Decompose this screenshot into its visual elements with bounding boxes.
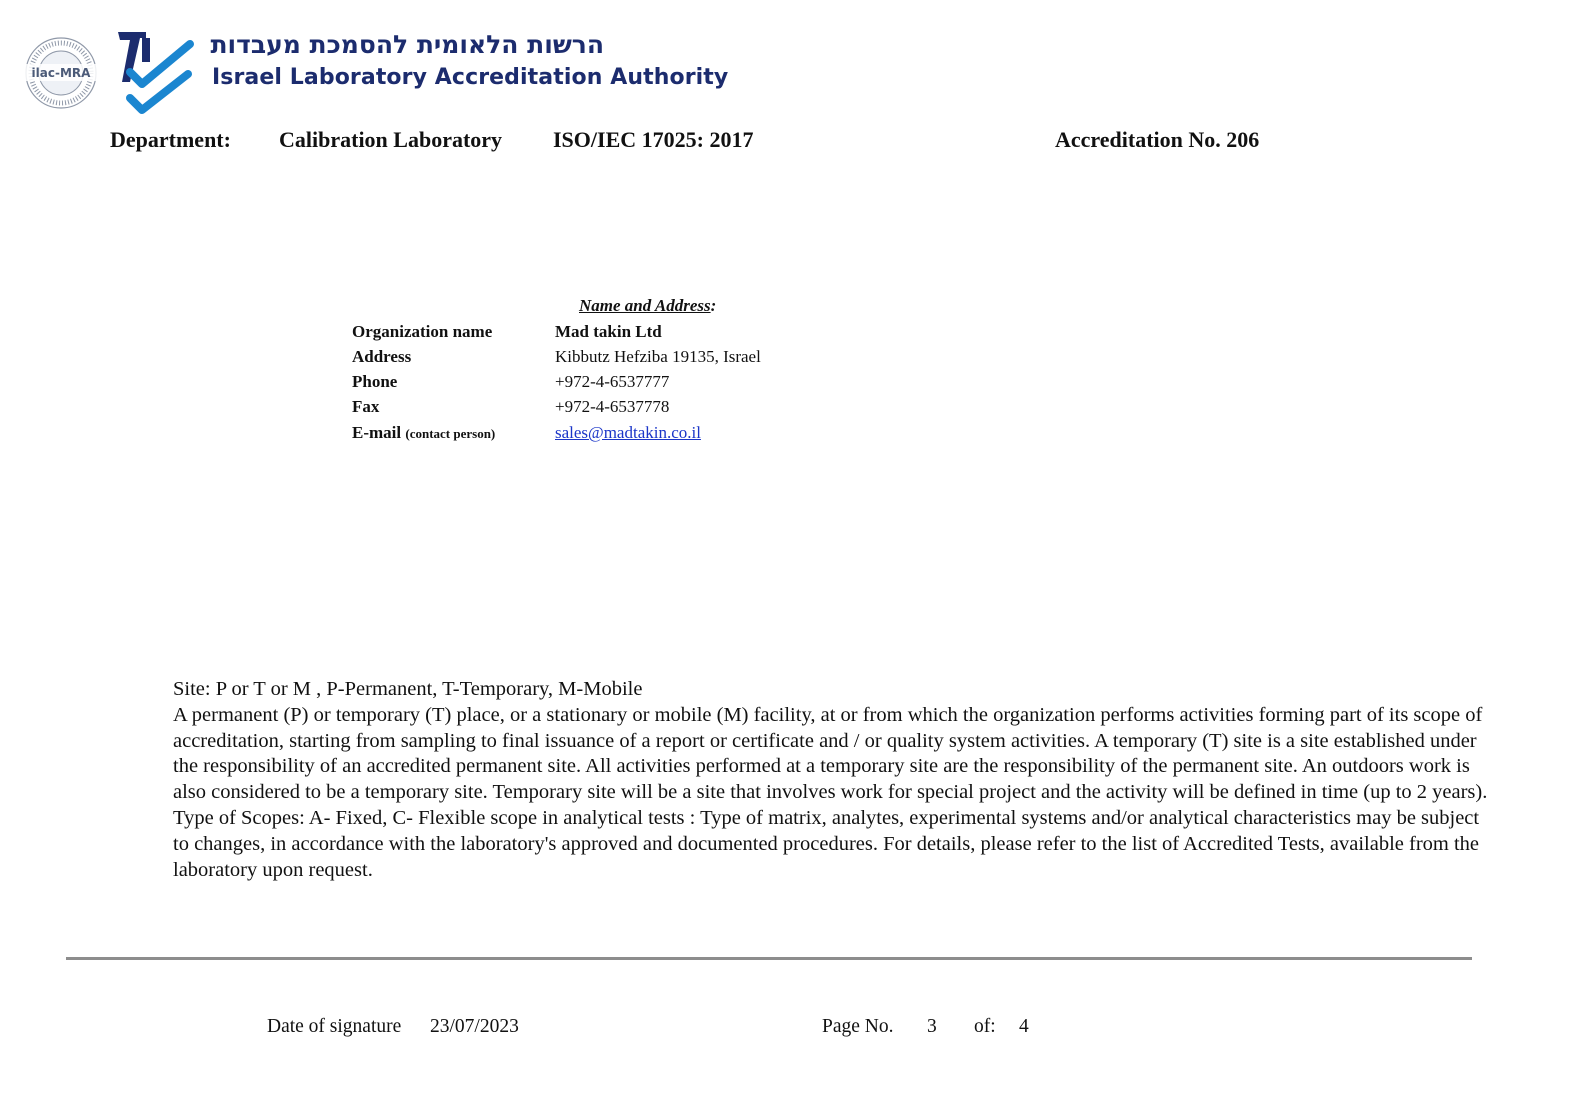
fax-label: Fax	[352, 397, 380, 416]
date-of-signature-value: 23/07/2023	[430, 1016, 519, 1037]
svg-text:ilac-MRA: ilac-MRA	[31, 66, 91, 80]
date-of-signature-label: Date of signature	[267, 1016, 402, 1037]
address-label: Address	[352, 347, 412, 366]
email-label: E-mail (contact person)	[352, 423, 496, 442]
authority-name-english: Israel Laboratory Accreditation Authority	[212, 65, 729, 90]
phone-value: +972-4-6537777	[555, 372, 670, 391]
authority-name-hebrew: הרשות הלאומית להסמכת מעבדות	[210, 30, 604, 59]
site-definition: Site: P or T or M , P-Permanent, T-Temporary, M-Mobile	[173, 678, 643, 700]
organization-name-label: Organization name	[352, 322, 493, 341]
fax-value: +972-4-6537778	[555, 397, 670, 416]
page-total: 4	[1019, 1016, 1029, 1037]
footer-divider	[66, 957, 1472, 960]
address-value: Kibbutz Hefziba 19135, Israel	[555, 347, 761, 366]
accreditation-number: Accreditation No. 206	[1055, 127, 1260, 152]
email-label-note: (contact person)	[405, 426, 496, 441]
standard: ISO/IEC 17025: 2017	[553, 127, 754, 152]
name-address-title: Name and Address:	[579, 296, 717, 315]
email-link[interactable]: sales@madtakin.co.il	[555, 423, 701, 442]
page-of-label: of:	[974, 1016, 996, 1037]
page-number-label: Page No.	[822, 1016, 894, 1037]
department-label: Department:	[110, 127, 231, 152]
page-number: 3	[927, 1016, 937, 1037]
site-description: A permanent (P) or temporary (T) place, or a stationary or mobile (M) facility, at or from which the organization performs activities forming part of its scope of accreditation, starting from sampling to final issuance of a report or certificate and / or quality system activities. A temporary (T) site is a site established under the responsibility of an accredited permanent site. All activities performed at a temporary site are the responsibility of the permanent site. An outdoors work is also considered to be a temporary site. Temporary site will be a site that involves work for special project and the activity will be defined in time (up to 2 years).	[173, 703, 1488, 804]
scope-types: Type of Scopes: A- Fixed, C- Flexible scope in analytical tests : Type of matrix, analytes, experimental systems and/or analytical characteristics may be subject to changes, in accordance with the laboratory's approved and documented procedures. For details, please refer to the list of Accredited Tests, available from the laboratory upon request.	[173, 806, 1480, 881]
department-value: Calibration Laboratory	[279, 127, 503, 152]
notes	[173, 677, 1493, 883]
organization-name-value: Mad takin Ltd	[555, 322, 662, 341]
phone-label: Phone	[352, 372, 398, 391]
ilac-mra-logo	[24, 36, 98, 110]
authority-logo	[100, 26, 196, 120]
